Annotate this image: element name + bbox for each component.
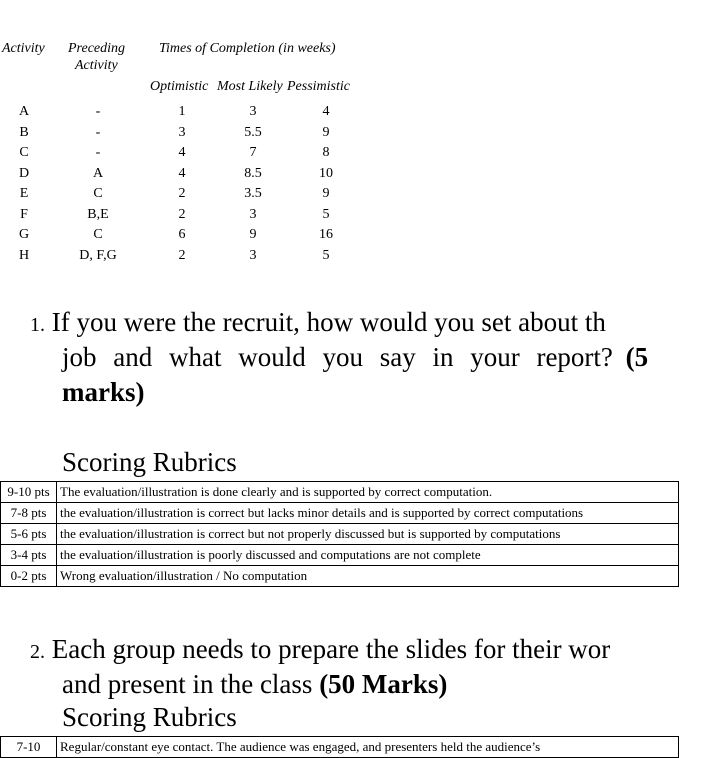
activity-cell-optimistic: 1 <box>178 104 186 119</box>
header-preceding-line1: Preceding <box>68 41 126 56</box>
header-preceding-line2: Activity <box>75 58 118 73</box>
rubric-2-table <box>0 736 679 758</box>
activity-cell-optimistic: 4 <box>178 165 186 181</box>
rubric-description: the evaluation/illustration is correct but not properly discussed but is supported by computations <box>57 524 679 545</box>
activity-cell-most-likely: 9 <box>249 227 257 242</box>
activity-cell-most-likely: 3 <box>249 247 257 263</box>
activity-cell-preceding: - <box>95 104 101 119</box>
activity-cell-preceding: B,E <box>87 206 109 222</box>
activity-cell-most-likely: 3.5 <box>244 186 262 201</box>
rubric-points: 5-6 pts <box>1 524 57 545</box>
activity-cell-preceding: C <box>93 186 103 201</box>
activity-cell-pessimistic: 4 <box>322 104 330 119</box>
question-1-text-line2: job and what would you say in your report? <box>62 342 613 372</box>
activity-cell-pessimistic: 5 <box>322 247 330 263</box>
activity-cell-pessimistic: 5 <box>322 206 330 222</box>
activity-cell-optimistic: 4 <box>178 145 186 160</box>
rubric-points: 0-2 pts <box>1 566 57 587</box>
rubric-1-table <box>0 481 679 587</box>
header-activity: Activity <box>2 41 45 56</box>
activity-cell-activity: F <box>20 206 28 222</box>
activity-cell-pessimistic: 9 <box>322 186 330 201</box>
activity-cell-most-likely: 3 <box>249 206 257 222</box>
rubric-description: the evaluation/illustration is poorly discussed and computations are not complete <box>57 545 679 566</box>
activity-cell-most-likely: 8.5 <box>244 165 262 181</box>
question-2-line1 <box>30 632 610 670</box>
rubric-points: 7-10 <box>1 737 57 758</box>
activity-cell-optimistic: 2 <box>178 206 186 222</box>
activity-cell-preceding: - <box>95 124 101 140</box>
rubric-2-title: Scoring Rubrics <box>62 702 237 732</box>
activity-cell-most-likely: 5.5 <box>244 124 262 140</box>
activity-cell-activity: C <box>19 145 29 160</box>
activity-cell-activity: H <box>18 247 30 263</box>
activity-cell-optimistic: 6 <box>178 227 186 242</box>
question-1-marks-close: marks) <box>62 377 145 407</box>
activity-cell-activity: A <box>18 104 30 119</box>
activity-cell-pessimistic: 16 <box>319 227 333 242</box>
activity-cell-pessimistic: 10 <box>319 165 333 181</box>
rubric-description: Regular/constant eye contact. The audience was engaged, and presenters held the audience’s <box>57 737 679 758</box>
rubric-row <box>1 482 679 503</box>
rubric-points: 7-8 pts <box>1 503 57 524</box>
activity-cell-preceding: D, F,G <box>79 247 117 263</box>
header-pessimistic: Pessimistic <box>287 79 350 94</box>
rubric-description: Wrong evaluation/illustration / No computation <box>57 566 679 587</box>
activity-cell-pessimistic: 9 <box>322 124 330 140</box>
question-2-number: 2. <box>30 641 45 663</box>
question-2-marks: (50 Marks) <box>319 669 448 699</box>
header-most-likely: Most Likely <box>217 79 283 94</box>
rubric-row <box>1 503 679 524</box>
rubric-row <box>1 566 679 587</box>
activity-cell-activity: D <box>18 165 30 181</box>
activity-cell-optimistic: 3 <box>178 124 186 140</box>
question-1-line1 <box>30 305 606 343</box>
header-times: Times of Completion (in weeks) <box>159 41 336 56</box>
question-1-line2 <box>62 340 712 375</box>
rubric-description: The evaluation/illustration is done clearly and is supported by correct computation. <box>57 482 679 503</box>
question-2-text-line2: and present in the class <box>62 669 313 699</box>
question-1-marks-open: (5 <box>625 342 649 372</box>
rubric-row <box>1 737 679 758</box>
activity-cell-activity: B <box>19 124 29 140</box>
activity-cell-most-likely: 7 <box>249 145 257 160</box>
activity-cell-optimistic: 2 <box>178 247 186 263</box>
rubric-row <box>1 545 679 566</box>
activity-cell-pessimistic: 8 <box>322 145 330 160</box>
activity-cell-preceding: C <box>93 227 103 242</box>
activity-cell-activity: E <box>19 186 29 201</box>
question-2-text-line1: Each group needs to prepare the slides for their wor <box>51 634 611 664</box>
rubric-points: 3-4 pts <box>1 545 57 566</box>
header-optimistic: Optimistic <box>150 79 209 94</box>
question-1-number: 1. <box>30 314 45 336</box>
rubric-description: the evaluation/illustration is correct but lacks minor details and is supported by correct computations <box>57 503 679 524</box>
activity-cell-preceding: A <box>92 165 104 181</box>
rubric-row <box>1 524 679 545</box>
rubric-1-title: Scoring Rubrics <box>62 447 237 477</box>
question-2-line2 <box>62 667 447 702</box>
activity-cell-preceding: - <box>95 145 101 160</box>
rubric-points: 9-10 pts <box>1 482 57 503</box>
activity-cell-activity: G <box>18 227 30 242</box>
activity-cell-optimistic: 2 <box>178 186 186 201</box>
question-1-text-line1: If you were the recruit, how would you set about th <box>51 307 606 337</box>
activity-cell-most-likely: 3 <box>249 104 257 119</box>
